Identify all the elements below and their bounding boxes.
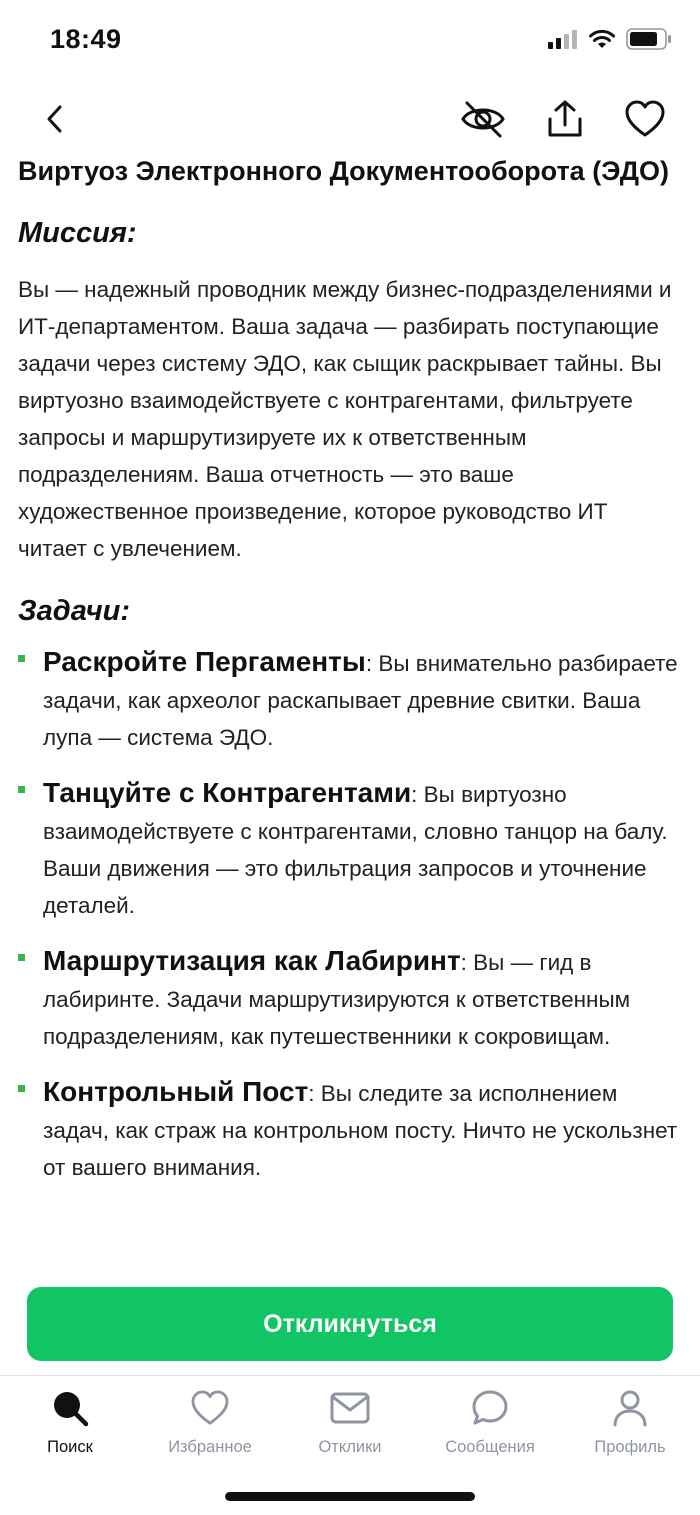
- bullet-icon: [18, 655, 25, 662]
- hide-vacancy-button[interactable]: [458, 94, 508, 144]
- chat-icon: [470, 1388, 510, 1428]
- tab-label: Сообщения: [445, 1438, 535, 1456]
- task-text: : Вы внимательно разбираете задачи, как археолог раскапывает древние свитки. Ваша лупа — система ЭДО.: [43, 651, 678, 750]
- chevron-left-icon: [45, 104, 65, 134]
- task-text: : Вы следите за исполнением задач, как страж на контрольном посту. Ничто не ускользнет от вашего внимания.: [43, 1081, 678, 1180]
- status-time: 18:49: [50, 24, 122, 54]
- tab-label: Профиль: [594, 1438, 666, 1456]
- mission-heading: Миссия:: [18, 217, 137, 249]
- person-icon: [610, 1388, 650, 1428]
- search-icon: [50, 1388, 90, 1428]
- list-item: [18, 1073, 682, 1186]
- heart-icon: [190, 1388, 230, 1428]
- job-title: Виртуоз Электронного Документооборота (ЭДО): [18, 156, 669, 186]
- list-item: [18, 643, 682, 756]
- bullet-icon: [18, 786, 25, 793]
- tab-responses[interactable]: [280, 1388, 420, 1457]
- task-name: Контрольный Пост: [43, 1076, 309, 1107]
- bullet-icon: [18, 954, 25, 961]
- list-item: [18, 774, 682, 924]
- task-name: Танцуйте с Контрагентами: [43, 777, 412, 808]
- vacancy-description[interactable]: [0, 154, 700, 1276]
- tab-favorites[interactable]: [140, 1388, 280, 1457]
- wifi-icon: [588, 29, 616, 49]
- mission-text: Вы — надежный проводник между бизнес-подразделениями и ИТ-департаментом. Ваша задача — разбирать поступающие задачи через систему ЭДО, как сыщик раскрывает тайны. Вы виртуозно взаимодействуете с контрагентами, фильтруете запросы и маршрутизируете их к ответственным подразделениям. Ваша отчетность — это ваше художественное произведение, которое руководство ИТ читает с увлечением.: [18, 277, 672, 561]
- cellular-signal-icon: [548, 29, 578, 49]
- home-indicator: [225, 1492, 475, 1501]
- eye-off-icon: [460, 99, 506, 139]
- tab-profile[interactable]: [560, 1388, 700, 1457]
- battery-icon: [626, 28, 672, 50]
- list-item: [18, 942, 682, 1055]
- task-text: : Вы — гид в лабиринте. Задачи маршрутизируются к ответственным подразделениям, как путешественники к сокровищам.: [43, 950, 631, 1049]
- favorite-button[interactable]: [620, 94, 670, 144]
- apply-button[interactable]: Откликнуться: [27, 1287, 673, 1361]
- heart-icon: [624, 100, 666, 138]
- mail-icon: [330, 1388, 370, 1428]
- tab-messages[interactable]: [420, 1388, 560, 1457]
- tab-label: Отклики: [318, 1438, 382, 1456]
- share-button[interactable]: [540, 94, 590, 144]
- status-bar: [0, 0, 700, 84]
- status-icons: [548, 28, 672, 50]
- tasks-heading: Задачи:: [18, 595, 130, 627]
- task-name: Маршрутизация как Лабиринт: [43, 945, 461, 976]
- tab-label: Избранное: [168, 1438, 252, 1456]
- bullet-icon: [18, 1085, 25, 1092]
- content-fade: [0, 1232, 700, 1282]
- share-icon: [546, 99, 584, 139]
- nav-bar: [0, 84, 700, 154]
- tab-search[interactable]: [0, 1388, 140, 1457]
- tab-label: Поиск: [47, 1438, 93, 1456]
- task-text: : Вы виртуозно взаимодействуете с контрагентами, словно танцор на балу. Ваши движения — это фильтрация запросов и уточнение деталей.: [43, 782, 668, 918]
- task-list: [18, 643, 682, 1186]
- back-button[interactable]: [30, 94, 80, 144]
- task-name: Раскройте Пергаменты: [43, 646, 366, 677]
